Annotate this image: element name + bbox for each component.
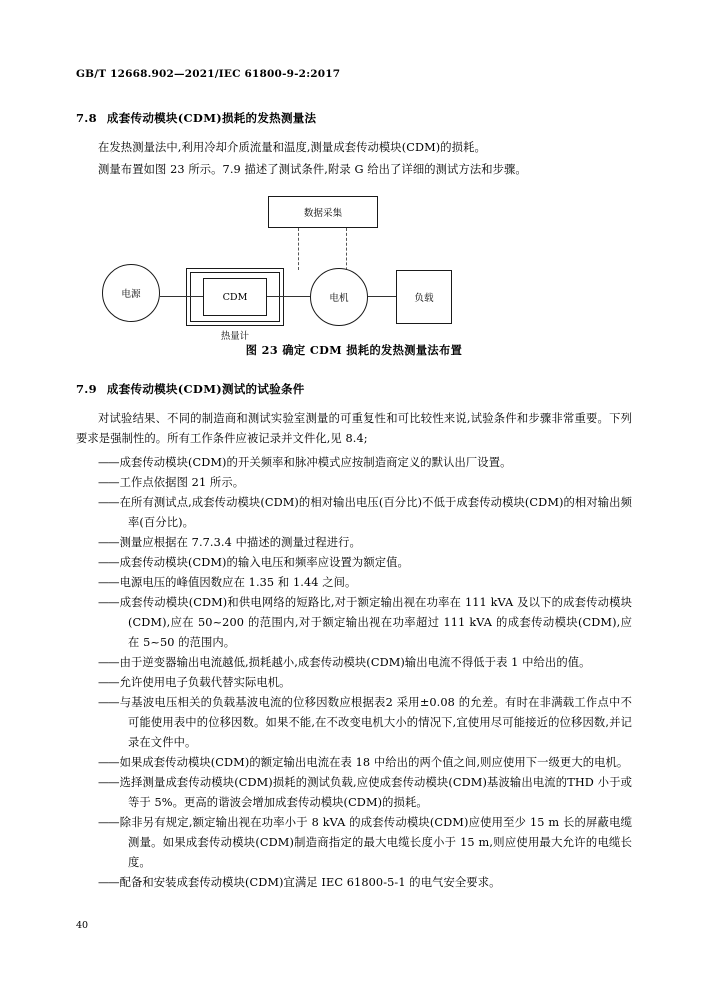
list-item-text: 配备和安装成套传动模块(CDM)宜满足 IEC 61800-5-1 的电气安全要求。: [119, 876, 501, 889]
node-motor: [310, 268, 368, 326]
node-data-acquisition-label: 数据采集: [303, 208, 343, 219]
list-item: [76, 453, 632, 473]
paragraph-7-8-2: 测量布置如图 23 所示。7.9 描述了测试条件,附录 G 给出了详细的测试方法和步骤。: [98, 163, 527, 176]
clause-heading-7-8: [76, 110, 632, 126]
em-dash-marker: ——: [98, 476, 119, 489]
list-item: [76, 673, 632, 693]
dashed-lead-left: [298, 228, 299, 270]
list-item-text: 电源电压的峰值因数应在 1.35 和 1.44 之间。: [119, 576, 357, 589]
list-item: [76, 573, 632, 593]
wire-motor-to-load: [368, 296, 396, 297]
list-item-text: 与基波电压相关的负载基波电流的位移因数应根据表2 采用±0.08 的允差。有时在非满载工作点中不可能使用表中的位移因数。如果不能,在不改变电机大小的情况下,宜使用尽可能接近的位移因数,并记录在文件中。: [119, 696, 632, 749]
list-item: [76, 473, 632, 493]
node-cdm: [203, 278, 267, 316]
paragraph-7-9-1: 对试验结果、不同的制造商和测试实验室测量的可重复性和可比较性来说,试验条件和步骤非常重要。下列要求是强制性的。所有工作条件应被记录并文件化,见 8.4;: [76, 412, 632, 445]
node-motor-label: 电机: [329, 293, 349, 304]
list-item: [76, 653, 632, 673]
em-dash-marker: ——: [98, 456, 119, 469]
list-item-text: 在所有测试点,成套传动模块(CDM)的相对输出电压(百分比)不低于成套传动模块(CDM)的相对输出频率(百分比)。: [119, 496, 632, 529]
page-content: [76, 110, 632, 893]
node-load: [396, 270, 452, 324]
clause-title-7-8: 成套传动模块(CDM)损耗的发热测量法: [106, 111, 317, 125]
list-item-text: 成套传动模块(CDM)的输入电压和频率应设置为额定值。: [119, 556, 409, 569]
list-item: [76, 753, 632, 773]
node-load-label: 负载: [414, 293, 434, 304]
clause-number-7-8: 7.8: [76, 111, 97, 125]
em-dash-marker: ——: [98, 816, 119, 829]
em-dash-marker: ——: [98, 876, 119, 889]
list-item-text: 如果成套传动模块(CDM)的额定输出电流在表 18 中给出的两个值之间,则应使用下一级更大的电机。: [119, 756, 629, 769]
list-item: [76, 493, 632, 533]
em-dash-marker: ——: [98, 556, 119, 569]
list-item: [76, 693, 632, 753]
em-dash-marker: ——: [98, 756, 119, 769]
list-item-text: 测量应根据在 7.7.3.4 中描述的测量过程进行。: [119, 536, 361, 549]
list-item: [76, 553, 632, 573]
node-power-source: [102, 264, 160, 322]
node-power-source-label: 电源: [121, 289, 141, 300]
page-number: 40: [76, 920, 89, 931]
wire-cdm-to-motor: [267, 296, 310, 297]
em-dash-marker: ——: [98, 676, 119, 689]
list-item-text: 工作点依据图 21 所示。: [119, 476, 245, 489]
list-item-text: 除非另有规定,额定输出视在功率小于 8 kVA 的成套传动模块(CDM)应使用至少 15 m 长的屏蔽电缆测量。如果成套传动模块(CDM)制造商指定的最大电缆长度小于 15 m,则应使用最大允许的电缆长度。: [119, 816, 632, 869]
node-data-acquisition: [268, 196, 378, 228]
em-dash-marker: ——: [98, 496, 119, 509]
list-item-text: 成套传动模块(CDM)和供电网络的短路比,对于额定输出视在功率在 111 kVA 及以下的成套传动模块(CDM),应在 50~200 的范围内,对于额定输出视在功率超过 111 kVA 的成套传动模块(CDM),应在 5~50 的范围内。: [119, 596, 632, 649]
list-item: [76, 873, 632, 893]
list-item: [76, 533, 632, 553]
em-dash-marker: ——: [98, 576, 119, 589]
paragraph-7-8-1: 在发热测量法中,利用冷却介质流量和温度,测量成套传动模块(CDM)的损耗。: [98, 141, 486, 154]
clause-title-7-9: 成套传动模块(CDM)测试的试验条件: [106, 382, 305, 396]
running-head: GB/T 12668.902—2021/IEC 61800-9-2:2017: [76, 68, 341, 80]
em-dash-marker: ——: [98, 596, 119, 609]
requirements-list: [76, 453, 632, 893]
node-cdm-label: CDM: [222, 291, 248, 303]
list-item-text: 由于逆变器输出电流越低,损耗越小,成套传动模块(CDM)输出电流不得低于表 1 中给出的值。: [119, 656, 591, 669]
figure-23-diagram: [76, 194, 632, 344]
em-dash-marker: ——: [98, 696, 119, 709]
clause-heading-7-9: [76, 381, 632, 397]
figure-23: [76, 194, 632, 359]
list-item-text: 成套传动模块(CDM)的开关频率和脉冲模式应按制造商定义的默认出厂设置。: [119, 456, 512, 469]
em-dash-marker: ——: [98, 776, 119, 789]
em-dash-marker: ——: [98, 656, 119, 669]
list-item: [76, 813, 632, 873]
node-calorimeter-label: 热量计: [220, 331, 250, 342]
list-item-text: 允许使用电子负载代替实际电机。: [119, 676, 291, 689]
list-item: [76, 773, 632, 813]
list-item-text: 选择测量成套传动模块(CDM)损耗的测试负载,应使成套传动模块(CDM)基波输出电流的THD 小于或等于 5%。更高的谐波会增加成套传动模块(CDM)的损耗。: [119, 776, 632, 809]
list-item: [76, 593, 632, 653]
clause-number-7-9: 7.9: [76, 382, 97, 396]
wire-source-to-cdm: [160, 296, 203, 297]
em-dash-marker: ——: [98, 536, 119, 549]
figure-23-caption: 图 23 确定 CDM 损耗的发热测量法布置: [245, 343, 463, 357]
